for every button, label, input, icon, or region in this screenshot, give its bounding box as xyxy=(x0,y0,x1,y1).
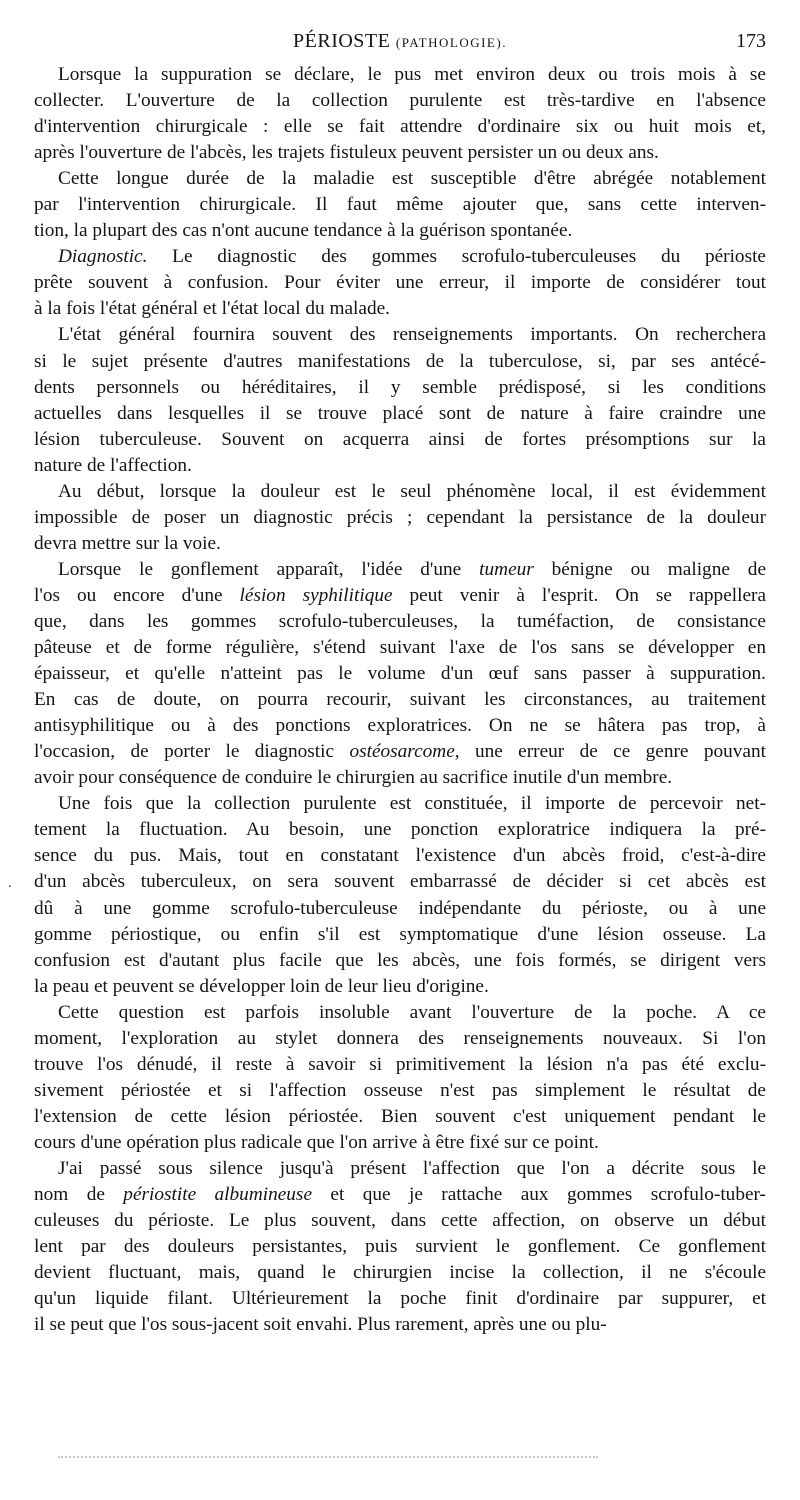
text-line: antisyphilitique ou à des ponctions exploratrices. On ne se hâtera pas trop, à xyxy=(34,715,766,737)
text-line: Au début, lorsque la douleur est le seul phénomène local, il est évidemment xyxy=(58,480,766,502)
text-line: En cas de doute, on pourra recourir, suivant les circonstances, au traitement xyxy=(34,689,766,711)
text-line: trouve l'os dénudé, il reste à savoir si primitivement la lésion n'a pas été exclu- xyxy=(34,1053,766,1075)
text-line: il se peut que l'os sous-jacent soit envahi. Plus rarement, après une ou plu- xyxy=(34,1314,607,1336)
body-text xyxy=(34,62,766,1338)
text-line: sence du pus. Mais, tout en constatant l'existence d'un abcès froid, c'est-à-dire xyxy=(34,845,766,867)
paragraph xyxy=(34,791,766,999)
paragraph xyxy=(34,244,766,322)
paragraph xyxy=(34,557,766,791)
margin-mark: . xyxy=(8,876,12,891)
text-line: Cette question est parfois insoluble avant l'ouverture de la poche. A ce xyxy=(58,1001,766,1023)
page-number: 173 xyxy=(736,30,766,52)
section-heading: Diagnostic. xyxy=(58,246,148,268)
text-line: nom de périostite albumineuse et que je rattache aux gommes scrofulo-tuber- xyxy=(34,1184,766,1206)
text-line: Cette longue durée de la maladie est susceptible d'être abrégée notablement xyxy=(58,168,766,190)
text-line: sivement périostée et si l'affection osseuse n'est pas simplement le résultat de xyxy=(34,1079,766,1101)
footer-bleed-through xyxy=(58,1456,598,1462)
text-line: après l'ouverture de l'abcès, les trajets fistuleux peuvent persister un ou deux ans. xyxy=(34,142,659,164)
text-line: Lorsque la suppuration se déclare, le pus met environ deux ou trois mois à se xyxy=(58,64,766,85)
paragraph xyxy=(34,62,766,166)
text-line: cours d'une opération plus radicale que l'on arrive à être fixé sur ce point. xyxy=(34,1131,599,1153)
text-line: Diagnostic. Le diagnostic des gommes scrofulo-tuberculeuses du périoste xyxy=(58,246,766,268)
text-line: à la fois l'état général et l'état local du malade. xyxy=(34,298,390,320)
paragraph xyxy=(34,166,766,244)
text-line: lésion tuberculeuse. Souvent on acquerra ainsi de fortes présomptions sur la xyxy=(34,428,766,450)
running-header xyxy=(34,28,766,58)
text-line: pâteuse et de forme régulière, s'étend suivant l'axe de l'os sans se développer en xyxy=(34,637,766,659)
paragraph xyxy=(34,322,766,478)
text-line: avoir pour conséquence de conduire le chirurgien au sacrifice inutile d'un membre. xyxy=(34,767,673,789)
text-line: si le sujet présente d'autres manifestations de la tuberculose, si, par ses antécé- xyxy=(34,350,766,372)
text-line: l'extension de cette lésion périostée. Bien souvent c'est uniquement pendant le xyxy=(34,1105,766,1127)
text-line: qu'un liquide filant. Ultérieurement la poche finit d'ordinaire par suppurer, et xyxy=(34,1288,766,1310)
paragraph xyxy=(34,479,766,557)
text-line: actuelles dans lesquelles il se trouve placé sont de nature à faire craindre une xyxy=(34,402,766,424)
text-line: tion, la plupart des cas n'ont aucune tendance à la guérison spontanée. xyxy=(34,220,573,242)
text-line: d'un abcès tuberculeux, on sera souvent embarrassé de décider si cet abcès est xyxy=(34,871,766,893)
text-line: J'ai passé sous silence jusqu'à présent l'affection que l'on a décrite sous le xyxy=(58,1157,766,1179)
text-line: la peau et peuvent se développer loin de leur lieu d'origine. xyxy=(34,975,489,997)
text-line: dents personnels ou héréditaires, il y semble prédisposé, si les conditions xyxy=(34,376,766,398)
text-line: impossible de poser un diagnostic précis ; cependant la persistance de la douleur xyxy=(34,506,766,528)
text-line: d'intervention chirurgicale : elle se fait attendre d'ordinaire six ou huit mois et, xyxy=(34,116,766,138)
text-line: l'occasion, de porter le diagnostic ostéosarcome, une erreur de ce genre pouvant xyxy=(34,741,766,763)
text-line: dû à une gomme scrofulo-tuberculeuse indépendante du périoste, ou à une xyxy=(34,897,766,919)
text-line: que, dans les gommes scrofulo-tuberculeuses, la tuméfaction, de consistance xyxy=(34,610,766,632)
text-line: épaisseur, et qu'elle n'atteint pas le volume d'un œuf sans passer à suppuration. xyxy=(34,663,766,685)
running-head-subtitle: (PATHOLOGIE). xyxy=(395,35,507,50)
text-line: collecter. L'ouverture de la collection purulente est très-tardive en l'absence xyxy=(34,90,766,112)
paragraph xyxy=(34,1156,766,1338)
text-line: par l'intervention chirurgicale. Il faut même ajouter que, sans cette interven- xyxy=(34,194,766,216)
text-line: gomme périostique, ou enfin s'il est symptomatique d'une lésion osseuse. La xyxy=(34,923,766,945)
text-line: culeuses du périoste. Le plus souvent, dans cette affection, on observe un début xyxy=(34,1210,766,1232)
text-line: moment, l'exploration au stylet donnera des renseignements nouveaux. Si l'on xyxy=(34,1027,766,1049)
text-line: devient fluctuant, mais, quand le chirurgien incise la collection, il ne s'écoule xyxy=(34,1262,766,1284)
text-line: prête souvent à confusion. Pour éviter une erreur, il importe de considérer tout xyxy=(34,272,766,294)
text-line: L'état général fournira souvent des renseignements importants. On recherchera xyxy=(58,324,766,346)
running-head-title: PÉRIOSTE xyxy=(293,30,391,52)
text-line: tement la fluctuation. Au besoin, une ponction exploratrice indiquera la pré- xyxy=(34,819,766,841)
text-line: lent par des douleurs persistantes, puis survient le gonflement. Ce gonflement xyxy=(34,1236,766,1258)
paragraph xyxy=(34,1000,766,1156)
text-line: Lorsque le gonflement apparaît, l'idée d'une tumeur bénigne ou maligne de xyxy=(58,558,767,580)
text-line: devra mettre sur la voie. xyxy=(34,532,221,554)
text-line: confusion est d'autant plus facile que les abcès, une fois formés, se dirigent vers xyxy=(34,949,766,971)
running-head xyxy=(34,30,766,53)
text-line: nature de l'affection. xyxy=(34,454,192,476)
text-line: l'os ou encore d'une lésion syphilitique peut venir à l'esprit. On se rappellera xyxy=(34,584,767,606)
text-line: Une fois que la collection purulente est constituée, il importe de percevoir net- xyxy=(58,793,766,815)
